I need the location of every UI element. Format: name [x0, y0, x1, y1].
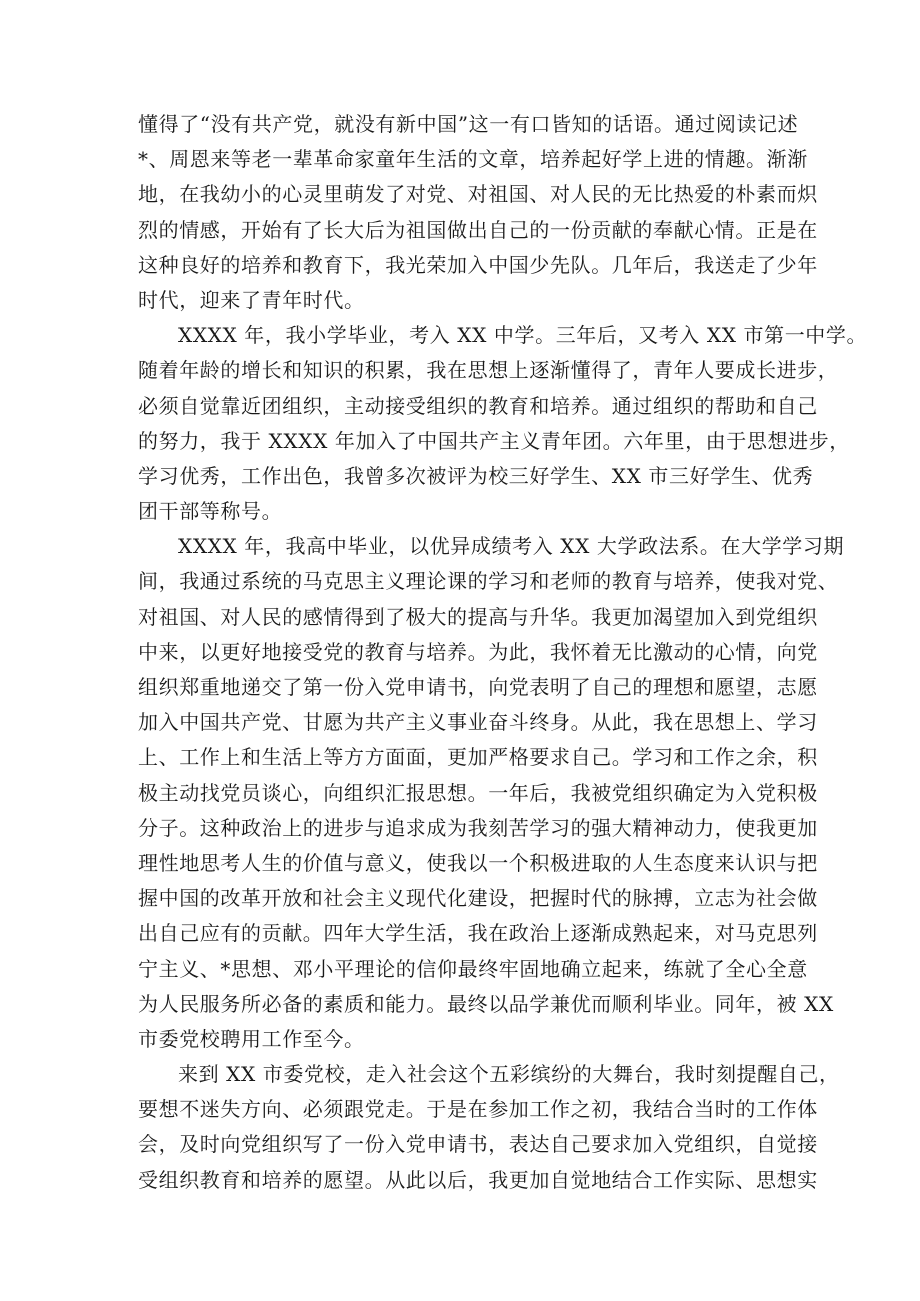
document-body — [138, 107, 868, 1198]
text-line: 加入中国共产党、甘愿为共产主义事业奋斗终身。从此，我在思想上、学习 — [138, 710, 818, 735]
text-line: 握中国的改革开放和社会主义现代化建设，把握时代的脉搏，立志为社会做 — [138, 886, 818, 911]
text-line: 对祖国、对人民的感情得到了极大的提高与升华。我更加渴望加入到党组织 — [138, 604, 818, 629]
text-line: *、周恩来等老一辈革命家童年生活的文章，培养起好学上进的情趣。渐渐 — [138, 147, 808, 172]
text-line: 理性地思考人生的价值与意义，使我以一个积极进取的人生态度来认识与把 — [138, 850, 818, 875]
text-line: 会，及时向党组织写了一份入党申请书，表达自己要求加入党组织，自觉接 — [138, 1132, 818, 1157]
text-line: 学习优秀，工作出色，我曾多次被评为校三好学生、XX 市三好学生、优秀 — [138, 463, 814, 488]
text-line: 的努力，我于 XXXX 年加入了中国共产主义青年团。六年里，由于思想进步， — [138, 428, 850, 453]
text-line: 宁主义、*思想、邓小平理论的信仰最终牢固地确立起来，练就了全心全意 — [138, 956, 808, 981]
text-line: 这种良好的培养和教育下，我光荣加入中国少先队。几年后，我送走了少年 — [138, 252, 818, 277]
text-line: 为人民服务所必备的素质和能力。最终以品学兼优而顺利毕业。同年，被 XX — [138, 991, 834, 1016]
text-line: 必须自觉靠近团组织，主动接受组织的教育和培养。通过组织的帮助和自己 — [138, 393, 818, 418]
text-line: 要想不迷失方向、必须跟党走。于是在参加工作之初，我结合当时的工作体 — [138, 1097, 818, 1122]
text-line: 地，在我幼小的心灵里萌发了对党、对祖国、对人民的无比热爱的朴素而炽 — [138, 182, 818, 207]
text-line: 中来，以更好地接受党的教育与培养。为此，我怀着无比激动的心情，向党 — [138, 639, 818, 664]
text-line: 间，我通过系统的马克思主义理论课的学习和老师的教育与培养，使我对党、 — [138, 569, 839, 594]
text-line: 随着年龄的增长和知识的积累，我在思想上逐渐懂得了，青年人要成长进步， — [138, 358, 839, 383]
text-line: 极主动找党员谈心，向组织汇报思想。一年后，我被党组织确定为入党积极 — [138, 780, 818, 805]
text-line: 烈的情感，开始有了长大后为祖国做出自己的一份贡献的奉献心情。正是在 — [138, 217, 818, 242]
text-line: 受组织教育和培养的愿望。从此以后，我更加自觉地结合工作实际、思想实 — [138, 1167, 818, 1192]
text-line: 分子。这种政治上的进步与追求成为我刻苦学习的强大精神动力，使我更加 — [138, 815, 818, 840]
text-line: XXXX 年，我小学毕业，考入 XX 中学。三年后，又考入 XX 市第一中学。 — [178, 323, 868, 348]
text-line: 懂得了“没有共产党，就没有新中国”这一有口皆知的话语。通过阅读记述 — [138, 112, 799, 136]
text-line: 上、工作上和生活上等方方面面，更加严格要求自己。学习和工作之余，积 — [138, 745, 818, 770]
text-line: XXXX 年，我高中毕业，以优异成绩考入 XX 大学政法系。在大学学习期 — [178, 534, 845, 559]
text-line: 时代，迎来了青年时代。 — [138, 287, 365, 312]
text-line: 来到 XX 市委党校，走入社会这个五彩缤纷的大舞台，我时刻提醒自己， — [178, 1062, 840, 1087]
text-line: 市委党校聘用工作至今。 — [138, 1026, 365, 1051]
text-line: 出自己应有的贡献。四年大学生活，我在政治上逐渐成熟起来，对马克思列 — [138, 921, 818, 946]
text-line: 组织郑重地递交了第一份入党申请书，向党表明了自己的理想和愿望，志愿 — [138, 675, 818, 699]
text-line: 团干部等称号。 — [138, 499, 283, 524]
